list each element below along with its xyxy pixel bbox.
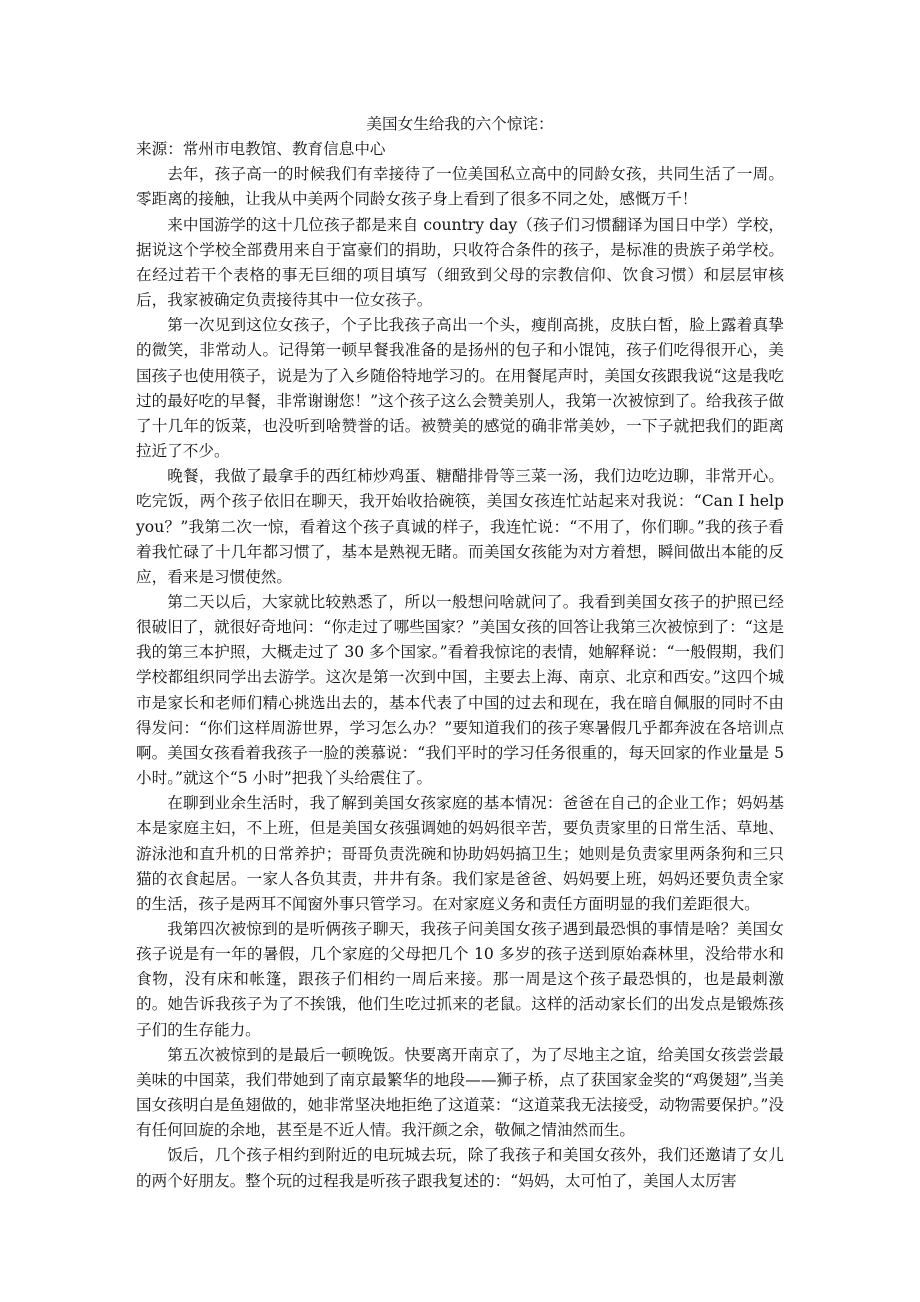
document-title: 美国女生给我的六个惊诧： bbox=[366, 115, 554, 133]
paragraph-2: 来中国游学的这十几位孩子都是来自 country day（孩子们习惯翻译为国日中学）学校，据说这个学校全部费用来自于富豪们的捐助，只收符合条件的孩子，是标准的贵族子弟学校。在经过若干个表格的事无巨细的项目填写（细致到父母的宗教信仰、饮食习惯）和层层审核后，我家被确定负责接待其中一位女孩子。 bbox=[136, 215, 784, 310]
paragraph-3: 第一次见到这位女孩子，个子比我孩子高出一个头，瘦削高挑，皮肤白皙，脸上露着真挚的微笑，非常动人。记得第一顿早餐我准备的是扬州的包子和小馄饨，孩子们吃得很开心，美国孩子也使用筷子，说是为了入乡随俗特地学习的。在用餐尾声时，美国女孩跟我说“这是我吃过的最好吃的早餐，非常谢谢您！”这个孩子这么会赞美别人，我第一次被惊到了。给我孩子做了十几年的饭菜，也没听到啥赞誉的话。被赞美的感觉的确非常美妙，一下子就把我们的距离拉近了不少。 bbox=[136, 316, 784, 461]
paragraph-4: 晚餐，我做了最拿手的西红柿炒鸡蛋、糖醋排骨等三菜一汤，我们边吃边聊，非常开心。吃完饭，两个孩子依旧在聊天，我开始收拾碗筷，美国女孩连忙站起来对我说：“Can I help you？”我第二次一惊，看着这个孩子真诚的样子，我连忙说：“不用了，你们聊。”我的孩子看着我忙碌了十几年都习惯了，基本是熟视无睹。而美国女孩能为对方着想，瞬间做出本能的反应，看来是习惯使然。 bbox=[136, 467, 784, 586]
paragraph-7: 我第四次被惊到的是听俩孩子聊天，我孩子问美国女孩子遇到最恐惧的事情是啥？美国女孩子说是有一年的暑假，几个家庭的父母把几个 10 多岁的孩子送到原始森林里，没给带水和食物，没有床和帐篷，跟孩子们相约一周后来接。那一周是这个孩子最恐惧的，也是最刺激的。她告诉我孩子为了不挨饿，他们生吃过抓来的老鼠。这样的活动家长们的出发点是锻炼孩子们的生存能力。 bbox=[136, 920, 784, 1039]
paragraph-5: 第二天以后，大家就比较熟悉了，所以一般想问啥就问了。我看到美国女孩子的护照已经很破旧了，就很好奇地问：“你走过了哪些国家？”美国女孩的回答让我第三次被惊到了：“这是我的第三本护照，大概走过了 30 多个国家。”看着我惊诧的表情，她解释说：“一般假期，我们学校都组织同学出去游学。这次是第一次到中国，主要去上海、南京、北京和西安。”这四个城市是家长和老师们精心挑选出去的，基本代表了中国的过去和现在，我在暗自佩服的同时不由得发问：“你们这样周游世界，学习怎么办？”要知道我们的孩子寒暑假几乎都奔波在各培训点啊。美国女孩看着我孩子一脸的羡慕说：“我们平时的学习任务很重的，每天回家的作业量是 5 小时。”就这个“5 小时”把我丫头给震住了。 bbox=[136, 592, 784, 788]
document-page bbox=[136, 112, 784, 1194]
paragraph-1: 去年，孩子高一的时候我们有幸接待了一位美国私立高中的同龄女孩，共同生活了一周。零距离的接触，让我从中美两个同龄女孩子身上看到了很多不同之处，感慨万千！ bbox=[136, 165, 784, 209]
document-source: 来源：常州市电教馆、教育信息中心 bbox=[136, 140, 386, 159]
paragraph-6: 在聊到业余生活时，我了解到美国女孩家庭的基本情况：爸爸在自己的企业工作；妈妈基本是家庭主妇，不上班，但是美国女孩强调她的妈妈很辛苦，要负责家里的日常生活、草地、游泳池和直升机的日常养护；哥哥负责洗碗和协助妈妈搞卫生；她则是负责家里两条狗和三只猫的衣食起居。一家人各负其责，井井有条。我们家是爸爸、妈妈要上班，妈妈还要负责全家的生活，孩子是两耳不闻窗外事只管学习。在对家庭义务和责任方面明显的我们差距很大。 bbox=[136, 794, 784, 913]
paragraph-9: 饭后，几个孩子相约到附近的电玩城去玩，除了我孩子和美国女孩外，我们还邀请了女儿的两个好朋友。整个玩的过程我是听孩子跟我复述的：“妈妈，太可怕了，美国人太厉害 bbox=[136, 1146, 784, 1190]
paragraph-8: 第五次被惊到的是最后一顿晚饭。快要离开南京了，为了尽地主之谊，给美国女孩尝尝最美味的中国菜，我们带她到了南京最繁华的地段——狮子桥，点了获国家金奖的“鸡煲翅”,当美国女孩明白是鱼翅做的，她非常坚决地拒绝了这道菜：“这道菜我无法接受，动物需要保护。”没有任何回旋的余地，甚至是不近人情。我汗颜之余，敬佩之情油然而生。 bbox=[136, 1045, 784, 1140]
